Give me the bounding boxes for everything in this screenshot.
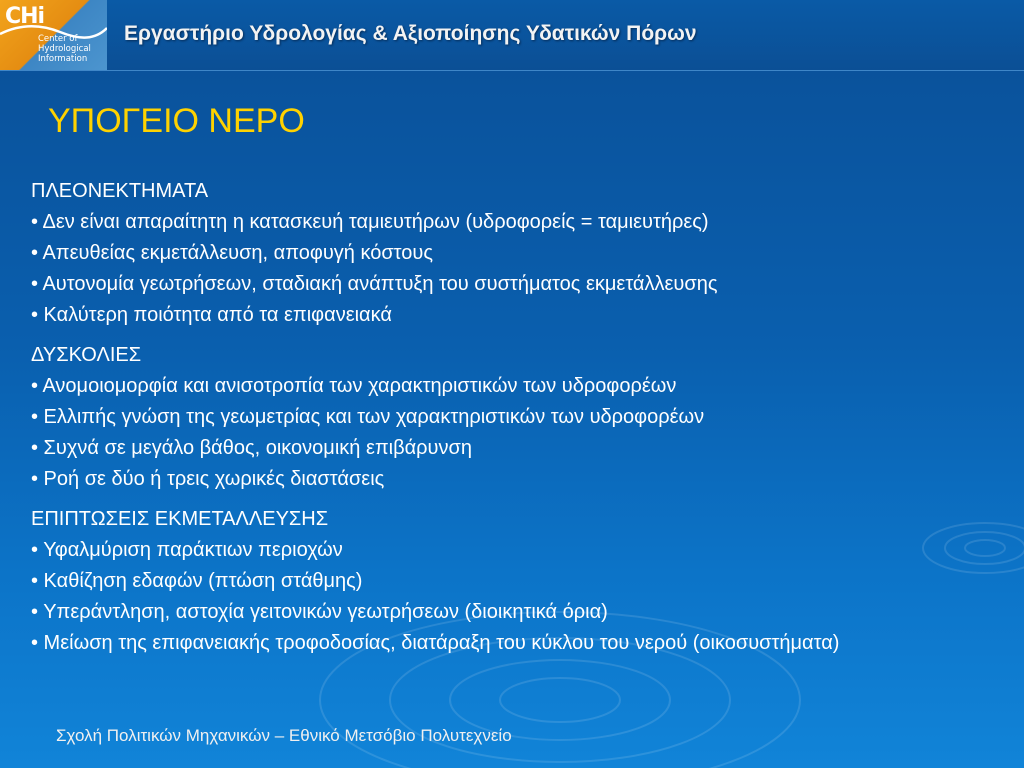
section-heading: ΕΠΙΠΤΩΣΕΙΣ ΕΚΜΕΤΑΛΛΕΥΣΗΣ	[31, 508, 329, 530]
bullet-item: • Καλύτερη ποιότητα από τα επιφανειακά	[31, 304, 392, 326]
logo-line: Information	[38, 54, 88, 64]
bullet-item: • Υφαλμύριση παράκτιων περιοχών	[31, 539, 343, 561]
bullet-item: • Απευθείας εκμετάλλευση, αποφυγή κόστους	[31, 242, 433, 264]
logo-mark: CHi	[5, 4, 45, 29]
section-difficulties	[31, 340, 991, 495]
chi-logo	[0, 0, 107, 70]
section-impacts	[31, 504, 991, 659]
slide-header	[0, 0, 1024, 71]
slide-content	[31, 176, 991, 668]
section-heading: ΠΛΕΟΝΕΚΤΗΜΑΤΑ	[31, 180, 209, 202]
bullet-item: • Συχνά σε μεγάλο βάθος, οικονομική επιβάρυνση	[31, 437, 472, 459]
bullet-item: • Ελλιπής γνώση της γεωμετρίας και των χαρακτηριστικών των υδροφορέων	[31, 406, 705, 428]
logo-line: Hydrological	[38, 44, 91, 54]
section-advantages	[31, 176, 991, 331]
bullet-item: • Μείωση της επιφανειακής τροφοδοσίας, διατάραξη του κύκλου του νερού (οικοσυστήματα)	[31, 632, 840, 654]
section-heading: ΔΥΣΚΟΛΙΕΣ	[31, 344, 142, 366]
bullet-item: • Καθίζηση εδαφών (πτώση στάθμης)	[31, 570, 363, 592]
slide-title: ΥΠΟΓΕΙΟ ΝΕΡΟ	[48, 102, 305, 140]
logo-text	[38, 34, 106, 64]
bullet-item: • Ανομοιομορφία και ανισοτροπία των χαρακτηριστικών των υδροφορέων	[31, 375, 677, 397]
logo-line: Center of	[38, 34, 78, 44]
footer-text: Σχολή Πολιτικών Μηχανικών – Εθνικό Μετσόβιο Πολυτεχνείο	[56, 726, 512, 745]
bullet-item: • Ροή σε δύο ή τρεις χωρικές διαστάσεις	[31, 468, 385, 490]
bullet-item: • Υπεράντληση, αστοχία γειτονικών γεωτρήσεων (διοικητικά όρια)	[31, 601, 608, 623]
header-title: Εργαστήριο Υδρολογίας & Αξιοποίησης Υδατικών Πόρων	[124, 22, 697, 45]
bullet-item: • Δεν είναι απαραίτητη η κατασκευή ταμιευτήρων (υδροφορείς = ταμιευτήρες)	[31, 211, 709, 233]
bullet-item: • Αυτονομία γεωτρήσεων, σταδιακή ανάπτυξη του συστήματος εκμετάλλευσης	[31, 273, 718, 295]
